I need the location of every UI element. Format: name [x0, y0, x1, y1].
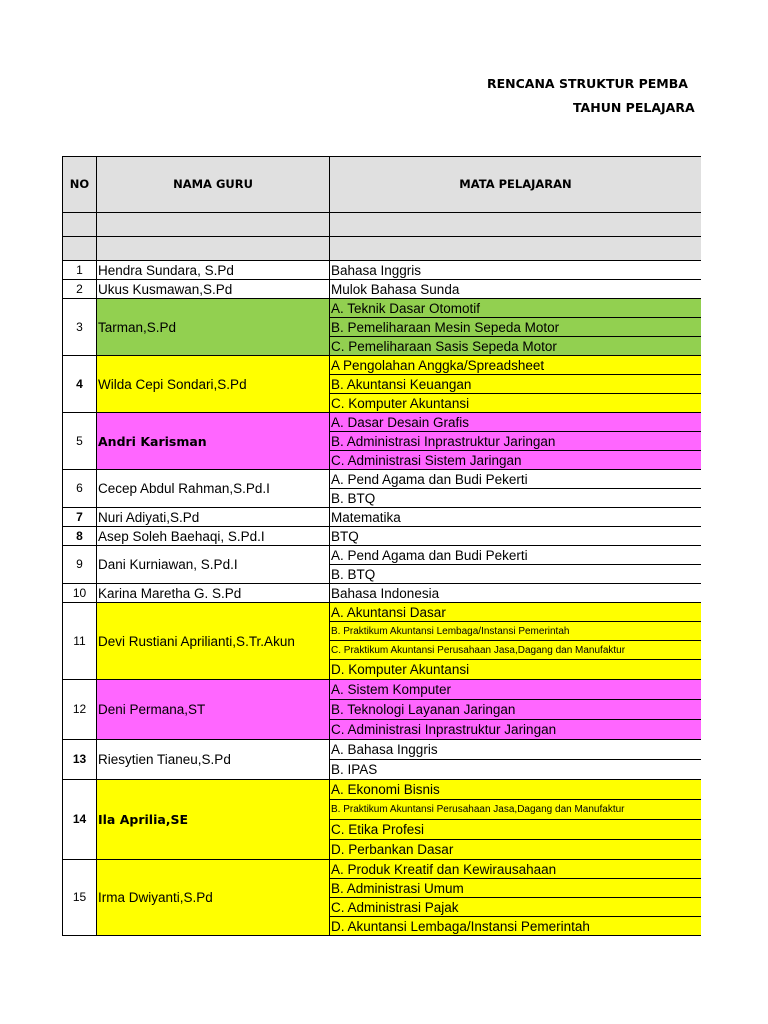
- subject-cell: C. Administrasi Sistem Jaringan: [330, 451, 702, 470]
- subject-cell: C. Etika Profesi: [330, 820, 702, 840]
- subject-cell: BTQ: [330, 527, 702, 546]
- table-row: [63, 584, 702, 603]
- subject-cell: A. Produk Kreatif dan Kewirausahaan: [330, 860, 702, 879]
- row-number: 7: [63, 508, 97, 527]
- row-number: 14: [63, 780, 97, 860]
- subject-cell: B. IPAS: [330, 760, 702, 780]
- subject-cell: B. BTQ: [330, 489, 702, 508]
- subject-cell: B. Pemeliharaan Mesin Sepeda Motor: [330, 318, 702, 337]
- row-number: 4: [63, 356, 97, 413]
- table-row: [63, 603, 702, 622]
- table-row: [63, 470, 702, 489]
- subject-cell: A. Ekonomi Bisnis: [330, 780, 702, 800]
- subject-cell: A. Teknik Dasar Otomotif: [330, 299, 702, 318]
- teacher-name: Ila Aprilia,SE: [97, 780, 330, 860]
- subject-cell: D. Komputer Akuntansi: [330, 660, 702, 680]
- document-subtitle: TAHUN PELAJARA: [573, 100, 695, 115]
- header-nama-guru: NAMA GURU: [97, 157, 330, 213]
- teacher-name: Wilda Cepi Sondari,S.Pd: [97, 356, 330, 413]
- subject-cell: B. Praktikum Akuntansi Lembaga/Instansi Pemerintah: [330, 622, 702, 641]
- table-row: [63, 740, 702, 760]
- header-blank-cell: [330, 237, 702, 261]
- table-row: [63, 527, 702, 546]
- teacher-name: Tarman,S.Pd: [97, 299, 330, 356]
- subject-cell: A. Akuntansi Dasar: [330, 603, 702, 622]
- table-row: [63, 299, 702, 318]
- subject-cell: C. Praktikum Akuntansi Perusahaan Jasa,Dagang dan Manufaktur: [330, 641, 702, 660]
- subject-cell: C. Administrasi Pajak: [330, 898, 702, 917]
- subject-cell: B. Praktikum Akuntansi Perusahaan Jasa,Dagang dan Manufaktur: [330, 800, 702, 820]
- subject-cell: Bahasa Indonesia: [330, 584, 702, 603]
- subject-cell: B. Teknologi Layanan Jaringan: [330, 700, 702, 720]
- table-row: [63, 261, 702, 280]
- table-row: [63, 356, 702, 375]
- subject-cell: A. Bahasa Inggris: [330, 740, 702, 760]
- teacher-name: Nuri Adiyati,S.Pd: [97, 508, 330, 527]
- teacher-name: Irma Dwiyanti,S.Pd: [97, 860, 330, 936]
- teacher-name: Dani Kurniawan, S.Pd.I: [97, 546, 330, 584]
- subject-cell: D. Perbankan Dasar: [330, 840, 702, 860]
- subject-cell: B. BTQ: [330, 565, 702, 584]
- row-number: 11: [63, 603, 97, 680]
- table-row: [63, 413, 702, 432]
- header-blank-cell: [63, 237, 97, 261]
- teacher-name: Riesytien Tianeu,S.Pd: [97, 740, 330, 780]
- teacher-name: Devi Rustiani Aprilianti,S.Tr.Akun: [97, 603, 330, 680]
- table-row: [63, 508, 702, 527]
- row-number: 5: [63, 413, 97, 470]
- table-row: [63, 546, 702, 565]
- teacher-name: Deni Permana,ST: [97, 680, 330, 740]
- row-number: 3: [63, 299, 97, 356]
- subject-cell: B. Administrasi Umum: [330, 879, 702, 898]
- row-number: 8: [63, 527, 97, 546]
- subject-cell: Matematika: [330, 508, 702, 527]
- subject-cell: Bahasa Inggris: [330, 261, 702, 280]
- subject-cell: A. Pend Agama dan Budi Pekerti: [330, 546, 702, 565]
- table-body: [63, 261, 702, 936]
- header-blank-cell: [97, 213, 330, 237]
- table-row: [63, 780, 702, 800]
- subject-cell: D. Akuntansi Lembaga/Instansi Pemerintah: [330, 917, 702, 936]
- header-blank-cell: [63, 213, 97, 237]
- teacher-subject-table: [62, 156, 702, 936]
- row-number: 2: [63, 280, 97, 299]
- header-blank-cell: [330, 213, 702, 237]
- table-row: [63, 280, 702, 299]
- document-title: RENCANA STRUKTUR PEMBA: [487, 76, 688, 91]
- teacher-name: Cecep Abdul Rahman,S.Pd.I: [97, 470, 330, 508]
- teacher-name: Asep Soleh Baehaqi, S.Pd.I: [97, 527, 330, 546]
- row-number: 15: [63, 860, 97, 936]
- subject-cell: B. Akuntansi Keuangan: [330, 375, 702, 394]
- subject-cell: A. Pend Agama dan Budi Pekerti: [330, 470, 702, 489]
- row-number: 1: [63, 261, 97, 280]
- row-number: 12: [63, 680, 97, 740]
- subject-cell: B. Administrasi Inprastruktur Jaringan: [330, 432, 702, 451]
- table-row: [63, 680, 702, 700]
- teacher-name: Ukus Kusmawan,S.Pd: [97, 280, 330, 299]
- row-number: 13: [63, 740, 97, 780]
- subject-cell: C. Pemeliharaan Sasis Sepeda Motor: [330, 337, 702, 356]
- header-no: NO: [63, 157, 97, 213]
- row-number: 9: [63, 546, 97, 584]
- teacher-name: Andri Karisman: [97, 413, 330, 470]
- teacher-name: Hendra Sundara, S.Pd: [97, 261, 330, 280]
- subject-cell: Mulok Bahasa Sunda: [330, 280, 702, 299]
- row-number: 6: [63, 470, 97, 508]
- subject-cell: A. Sistem Komputer: [330, 680, 702, 700]
- subject-cell: C. Administrasi Inprastruktur Jaringan: [330, 720, 702, 740]
- subject-cell: A. Dasar Desain Grafis: [330, 413, 702, 432]
- page-edge-clip: [701, 150, 768, 950]
- header-blank-cell: [97, 237, 330, 261]
- subject-cell: A Pengolahan Anggka/Spreadsheet: [330, 356, 702, 375]
- header-mata-pelajaran: MATA PELAJARAN: [330, 157, 702, 213]
- row-number: 10: [63, 584, 97, 603]
- teacher-name: Karina Maretha G. S.Pd: [97, 584, 330, 603]
- table-row: [63, 860, 702, 879]
- subject-cell: C. Komputer Akuntansi: [330, 394, 702, 413]
